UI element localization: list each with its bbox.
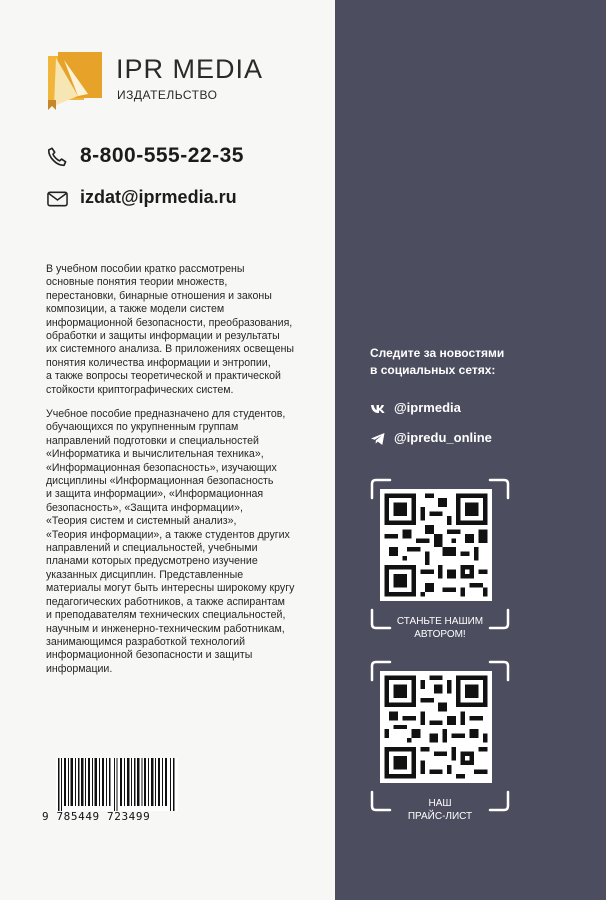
phone-icon bbox=[46, 146, 68, 168]
qr-code-price[interactable] bbox=[380, 671, 492, 783]
isbn-barcode bbox=[56, 758, 178, 811]
isbn-number: 9 785449 723499 bbox=[42, 810, 151, 823]
qr-block-price bbox=[370, 660, 510, 822]
qr-label-price: НАШ ПРАЙС-ЛИСТ bbox=[407, 798, 473, 822]
social-handle-telegram[interactable]: @ipredu_online bbox=[394, 430, 492, 445]
publisher-subtitle: ИЗДАТЕЛЬСТВО bbox=[117, 88, 218, 102]
social-heading: Следите за новостями в социальных сетях: bbox=[370, 346, 505, 377]
email-address[interactable]: izdat@iprmedia.ru bbox=[80, 187, 237, 207]
phone-number[interactable]: 8-800-555-22-35 bbox=[80, 144, 244, 167]
qr-code-author[interactable] bbox=[380, 489, 492, 601]
description-paragraph-1: В учебном пособии кратко рассмотрены основные понятия теории множеств, перестановки, бинарные отношения и законы композиции, а также модели систем информационной безопасности, преобразования, обработки и защиты информации и результаты их системного анализа. В приложениях освещены понятия количества информации и энтропии, а также вопросы теоретической и практической стойкости криптографических систем. bbox=[46, 263, 295, 396]
telegram-icon bbox=[370, 432, 386, 446]
publisher-logo-icon bbox=[44, 48, 106, 110]
publisher-name: IPR MEDIA bbox=[116, 54, 264, 84]
description-paragraph-2: Учебное пособие предназначено для студентов, обучающихся по укрупненным группам направлений подготовки и специальностей «Информатика и вычислительная техника», «Информационная безопасность», изучающих дисциплины «Информационная безопасность и защита информации», «Информационная безопасность», «Защита информации», «Теория систем и системный анализ», «Теория информации», а также студентов других направлений и специальностей, учебными планами которых предусмотрено изучение указанных дисциплин. Представленные материалы могут быть интересны широкому кругу педагогических работников, а также аспирантам и преподавателям технических специальностей, научным и инженерно-техническим работникам, занимающимся разработкой технологий информационной безопасности и защиты информации. bbox=[46, 408, 295, 675]
social-handle-vk[interactable]: @iprmedia bbox=[394, 400, 461, 415]
mail-icon bbox=[47, 191, 68, 207]
vk-icon bbox=[370, 402, 386, 416]
qr-block-author bbox=[370, 478, 510, 640]
qr-label-author: СТАНЬТЕ НАШИМ АВТОРОМ! bbox=[396, 616, 484, 640]
